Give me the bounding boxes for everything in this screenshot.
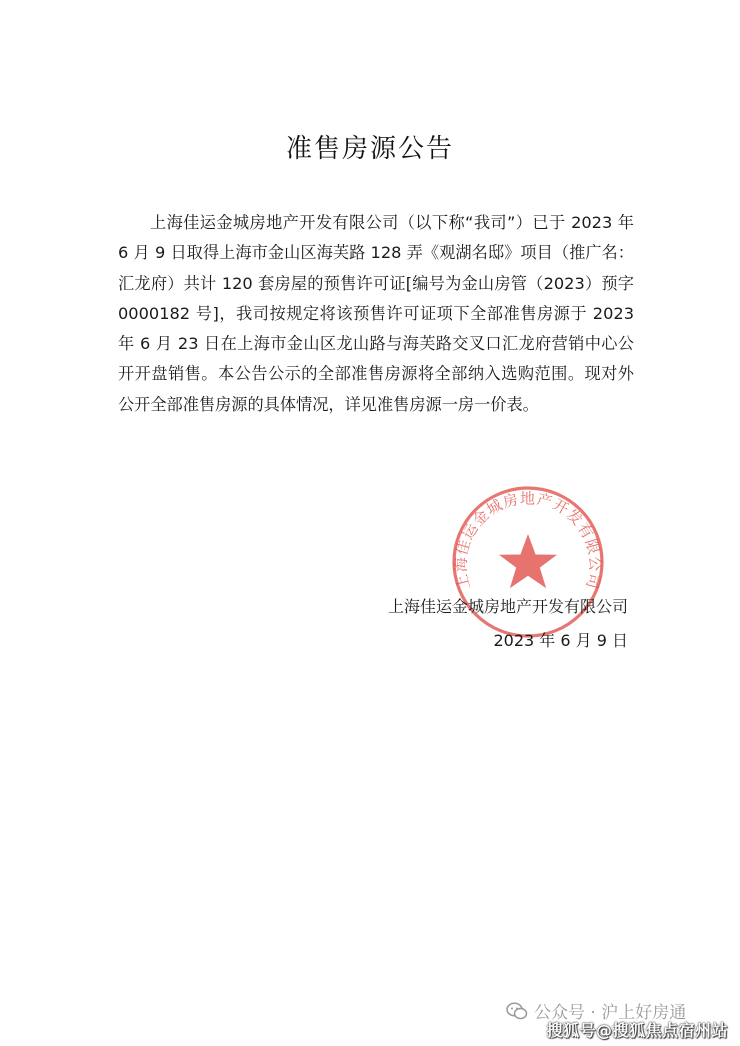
document-title: 准售房源公告 xyxy=(285,134,454,164)
signature-company: 上海佳运金城房地产开发有限公司 xyxy=(387,597,628,616)
announcement-body: 上海佳运金城房地产开发有限公司（以下称“我司”）已于 2023 年 6 月 9 日取得上海市金山区海芙路 128 弄《观湖名邸》项目（推广名：汇龙府）共计 120 套房屋的预售许可证[编号为金山房管（2023）预字 0000182 号]，我司按规定将该预售许可证项下全部准售房源于 2023 年 6 月 23 日在上海市金山区龙山路与海芙路交叉口汇龙府营销中心公开开盘销售。本公告公示的全部准售房源将全部纳入选购范围。现对外公开全部准售房源的具体情况，详见准售房源一房一价表。 xyxy=(118,213,634,414)
company-seal xyxy=(448,482,608,642)
seal-star-icon xyxy=(499,534,557,588)
sohu-watermark: 搜狐号@搜狐焦点宿州站 xyxy=(546,1021,728,1040)
signature-date: 2023 年 6 月 9 日 xyxy=(493,631,628,650)
wechat-watermark-text: 公众号 · 沪上好房通 xyxy=(534,1003,687,1023)
seal-text: 上海佳运金城房地产开发有限公司 xyxy=(451,489,605,592)
wechat-icon xyxy=(506,1002,528,1020)
